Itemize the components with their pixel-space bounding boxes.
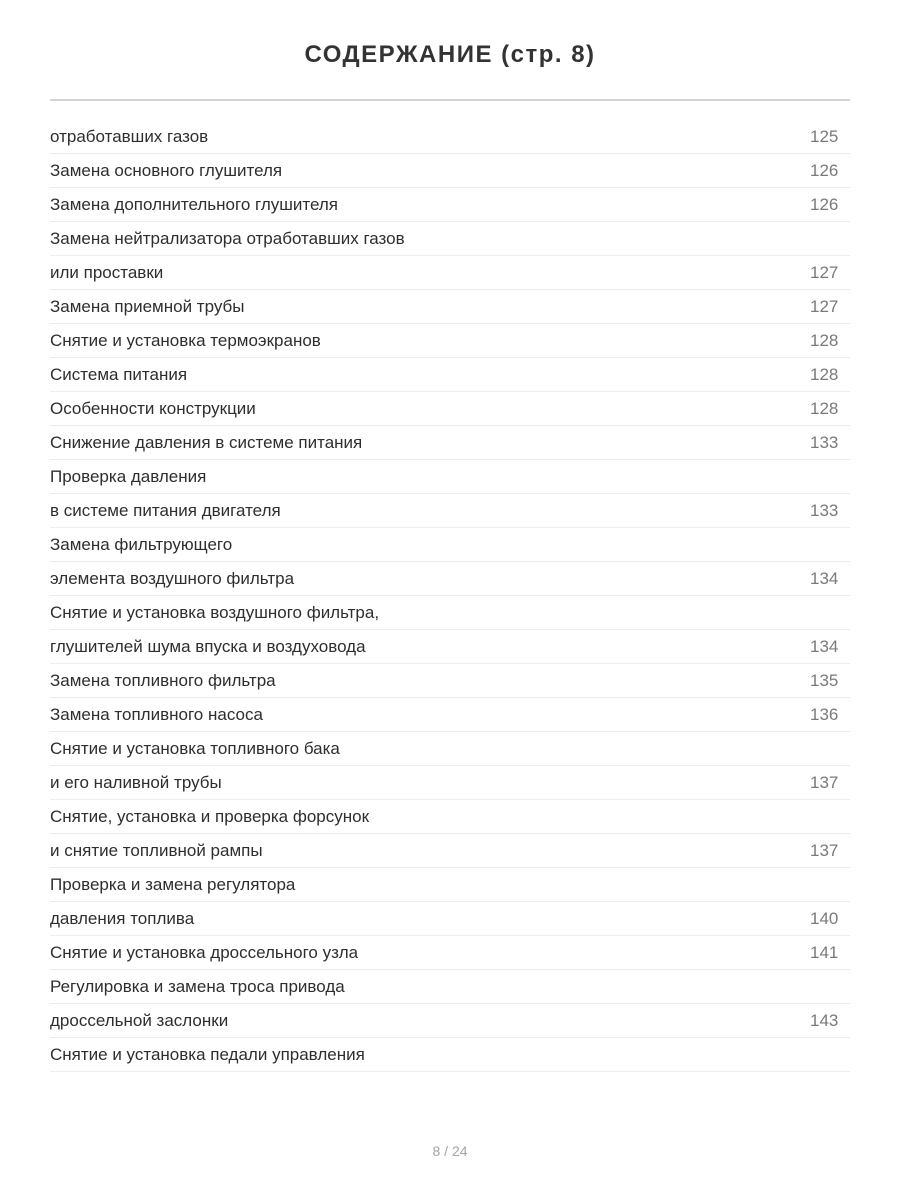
toc-entry bbox=[50, 222, 850, 256]
toc-entry bbox=[50, 936, 850, 970]
toc-entry bbox=[50, 562, 850, 596]
toc-entry-page-number: 140 bbox=[810, 909, 839, 928]
toc-entry-title: Замена нейтрализатора отработавших газов bbox=[50, 229, 405, 248]
toc-entry-title: давления топлива bbox=[50, 909, 195, 928]
toc-entry bbox=[50, 698, 850, 732]
toc-entry-page-number: 133 bbox=[810, 501, 839, 520]
toc-entry-page-number: 135 bbox=[810, 671, 839, 690]
toc-entry-page-number: 126 bbox=[810, 195, 839, 214]
toc-entry-title: и его наливной трубы bbox=[50, 773, 222, 792]
toc-list bbox=[50, 120, 850, 1072]
toc-entry-page-number: 128 bbox=[810, 331, 839, 350]
toc-entry-page-number: 127 bbox=[810, 297, 839, 316]
toc-entry-title: Снижение давления в системе питания bbox=[50, 433, 363, 452]
toc-entry bbox=[50, 834, 850, 868]
toc-entry bbox=[50, 664, 850, 698]
toc-entry-title: Система питания bbox=[50, 365, 188, 384]
toc-entry-title: Снятие и установка топливного бака bbox=[50, 739, 340, 758]
toc-entry-title: дроссельной заслонки bbox=[50, 1011, 229, 1030]
toc-entry-title: Снятие, установка и проверка форсунок bbox=[50, 807, 370, 826]
toc-entry bbox=[50, 732, 850, 766]
toc-entry-page-number: 143 bbox=[810, 1011, 839, 1030]
toc-entry-title: Регулировка и замена троса привода bbox=[50, 977, 345, 996]
toc-entry bbox=[50, 800, 850, 834]
toc-entry-title: или проставки bbox=[50, 263, 164, 282]
toc-entry-title: и снятие топливной рампы bbox=[50, 841, 263, 860]
toc-entry bbox=[50, 256, 850, 290]
toc-entry bbox=[50, 868, 850, 902]
toc-entry bbox=[50, 358, 850, 392]
toc-entry-title: в системе питания двигателя bbox=[50, 501, 281, 520]
toc-entry-title: Снятие и установка воздушного фильтра, bbox=[50, 603, 380, 622]
toc-entry-title: Замена топливного насоса bbox=[50, 705, 263, 724]
toc-entry bbox=[50, 1038, 850, 1072]
toc-entry-page-number: 134 bbox=[810, 637, 839, 656]
toc-entry bbox=[50, 596, 850, 630]
toc-entry-title: глушителей шума впуска и воздуховода bbox=[50, 637, 366, 656]
toc-entry-title: Проверка и замена регулятора bbox=[50, 875, 296, 894]
toc-entry-page-number: 127 bbox=[810, 263, 839, 282]
toc-entry bbox=[50, 766, 850, 800]
page-title: СОДЕРЖАНИЕ (стр. 8) bbox=[304, 41, 596, 68]
toc-entry bbox=[50, 188, 850, 222]
toc-entry-title: Замена приемной трубы bbox=[50, 297, 245, 316]
toc-entry bbox=[50, 120, 850, 154]
toc-entry bbox=[50, 528, 850, 562]
toc-entry bbox=[50, 426, 850, 460]
toc-entry-title: Снятие и установка термоэкранов bbox=[50, 331, 321, 350]
toc-entry-page-number: 128 bbox=[810, 365, 839, 384]
toc-entry-page-number: 128 bbox=[810, 399, 839, 418]
toc-entry-page-number: 134 bbox=[810, 569, 839, 588]
toc-entry-title: Замена основного глушителя bbox=[50, 161, 283, 180]
toc-entry-page-number: 125 bbox=[810, 127, 839, 146]
toc-entry-title: элемента воздушного фильтра bbox=[50, 569, 295, 588]
toc-entry bbox=[50, 630, 850, 664]
toc-entry-page-number: 137 bbox=[810, 841, 839, 860]
toc-entry bbox=[50, 460, 850, 494]
page-indicator: 8 / 24 bbox=[432, 1143, 468, 1159]
toc-entry-title: Снятие и установка дроссельного узла bbox=[50, 943, 359, 962]
toc-entry bbox=[50, 324, 850, 358]
toc-entry-page-number: 137 bbox=[810, 773, 839, 792]
toc-entry bbox=[50, 494, 850, 528]
toc-entry-title: Снятие и установка педали управления bbox=[50, 1045, 365, 1064]
title-divider bbox=[50, 99, 850, 101]
toc-entry-title: Особенности конструкции bbox=[50, 399, 256, 418]
toc-entry-page-number: 126 bbox=[810, 161, 839, 180]
toc-entry-title: Замена дополнительного глушителя bbox=[50, 195, 338, 214]
toc-entry bbox=[50, 902, 850, 936]
toc-entry-page-number: 141 bbox=[810, 943, 839, 962]
toc-entry-page-number: 133 bbox=[810, 433, 839, 452]
toc-entry bbox=[50, 970, 850, 1004]
toc-entry bbox=[50, 290, 850, 324]
toc-entry-page-number: 136 bbox=[810, 705, 839, 724]
toc-entry-title: отработавших газов bbox=[50, 127, 209, 146]
toc-entry bbox=[50, 154, 850, 188]
toc-entry-title: Замена фильтрующего bbox=[50, 535, 233, 554]
toc-entry-title: Замена топливного фильтра bbox=[50, 671, 276, 690]
toc-entry-title: Проверка давления bbox=[50, 467, 207, 486]
toc-entry bbox=[50, 392, 850, 426]
toc-entry bbox=[50, 1004, 850, 1038]
